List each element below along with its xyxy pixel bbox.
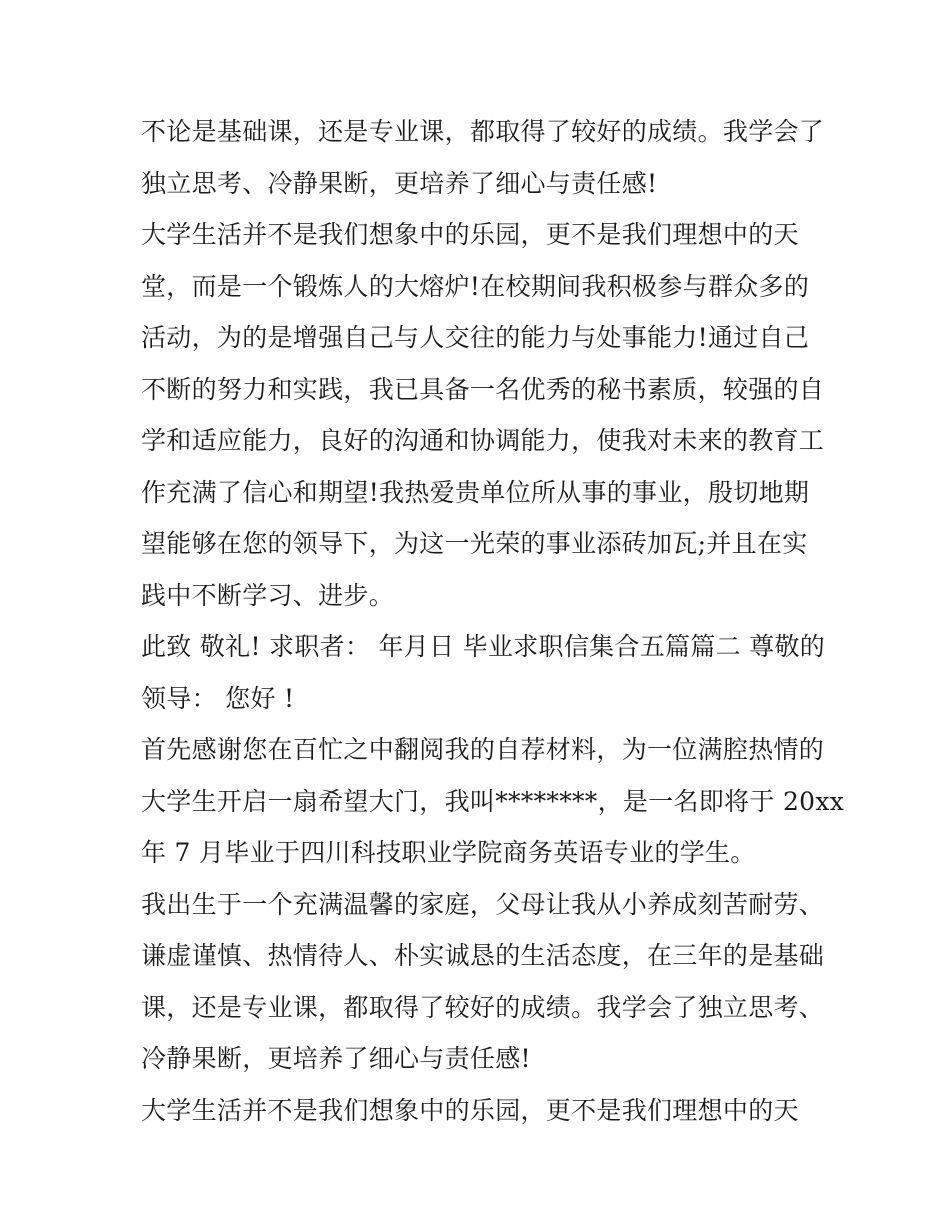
text-line: 首先感谢您在百忙之中翻阅我的自荐材料，为一位满腔热情的 — [141, 735, 825, 764]
text-line: 学和适应能力，良好的沟通和协调能力，使我对未来的教育工 — [141, 426, 825, 455]
text-line: 此致 敬礼! 求职者： 年月日 毕业求职信集合五篇篇二 尊敬的 — [141, 632, 826, 661]
text-line: 我出生于一个充满温馨的家庭，父母让我从小养成刻苦耐劳、 — [141, 889, 825, 919]
text-line: 望能够在您的领导下，为这一光荣的事业添砖加瓦;并且在实 — [141, 529, 808, 558]
text-line: 年 7 月毕业于四川科技职业学院商务英语专业的学生。 — [141, 838, 756, 867]
text-line: 堂，而是一个锻炼人的大熔炉!在校期间我积极参与群众多的 — [141, 271, 810, 301]
text-line: 独立思考、冷静果断，更培养了细心与责任感! — [141, 168, 658, 198]
text-line: 践中不断学习、进步。 — [141, 580, 395, 610]
body-text — [141, 106, 845, 1136]
text-line: 不断的努力和实践，我已具备一名优秀的秘书素质，较强的自 — [141, 374, 825, 404]
text-line: 不论是基础课，还是专业课，都取得了较好的成绩。我学会了 — [141, 117, 825, 146]
text-line: 大学生开启一扇希望大门，我叫********，是一名即将于 20xx — [141, 786, 845, 816]
text-line: 活动，为的是增强自己与人交往的能力与处事能力!通过自己 — [141, 323, 810, 352]
text-line: 课，还是专业课，都取得了较好的成绩。我学会了独立思考、 — [141, 992, 825, 1022]
text-line: 谦虚谨慎、热情待人、朴实诚恳的生活态度，在三年的是基础 — [141, 941, 825, 970]
text-line: 领导： 您好 ! — [141, 683, 295, 713]
text-line: 冷静果断，更培养了细心与责任感! — [141, 1044, 531, 1073]
text-line: 大学生活并不是我们想象中的乐园，更不是我们理想中的天 — [141, 220, 799, 249]
text-line: 作充满了信心和期望!我热爱贵单位所从事的事业，殷切地期 — [141, 477, 810, 507]
text-line: 大学生活并不是我们想象中的乐园，更不是我们理想中的天 — [141, 1095, 799, 1125]
